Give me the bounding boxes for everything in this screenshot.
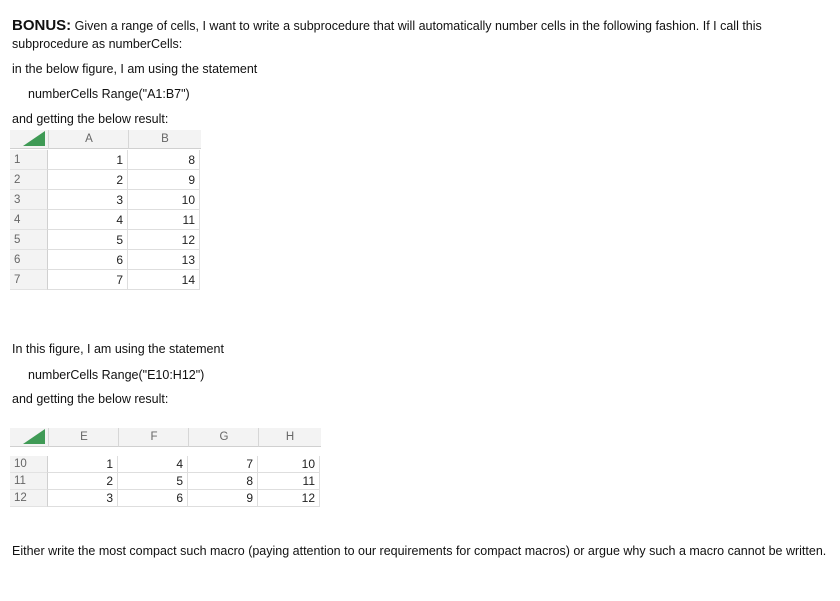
column-header-g[interactable]: G — [188, 428, 259, 447]
spreadsheet-example-1 — [10, 130, 200, 288]
cell-a4[interactable]: 4 — [48, 210, 128, 230]
cell-e12[interactable]: 3 — [48, 490, 118, 507]
column-header-f[interactable]: F — [118, 428, 189, 447]
example1-lead: in the below figure, I am using the statement — [12, 62, 258, 76]
row-header-3[interactable]: 3 — [10, 190, 48, 210]
select-all-corner — [10, 428, 49, 447]
row-header-5[interactable]: 5 — [10, 230, 48, 250]
row-header-10[interactable]: 10 — [10, 456, 48, 473]
closing-text: Either write the most compact such macro (paying attention to our requirements for compact macros) or argue why such a macro cannot be written. — [12, 544, 827, 558]
cell-f10[interactable]: 4 — [118, 456, 188, 473]
cell-a7[interactable]: 7 — [48, 270, 128, 290]
row-header-11[interactable]: 11 — [10, 473, 48, 490]
example2-result-label: and getting the below result: — [12, 392, 169, 406]
example2-lead: In this figure, I am using the statement — [12, 342, 224, 356]
cell-f11[interactable]: 5 — [118, 473, 188, 490]
cell-b2[interactable]: 9 — [128, 170, 200, 190]
cell-e10[interactable]: 1 — [48, 456, 118, 473]
cell-h10[interactable]: 10 — [258, 456, 320, 473]
cell-a6[interactable]: 6 — [48, 250, 128, 270]
cell-b1[interactable]: 8 — [128, 150, 200, 170]
example1-result-label: and getting the below result: — [12, 112, 169, 126]
row-header-7[interactable]: 7 — [10, 270, 48, 290]
column-header-a[interactable]: A — [48, 130, 129, 149]
column-header-e[interactable]: E — [48, 428, 119, 447]
spreadsheet-example-2 — [10, 428, 322, 510]
cell-b7[interactable]: 14 — [128, 270, 200, 290]
select-all-triangle-icon — [23, 429, 45, 444]
row-header-1[interactable]: 1 — [10, 150, 48, 170]
row-header-12[interactable]: 12 — [10, 490, 48, 507]
cell-b6[interactable]: 13 — [128, 250, 200, 270]
example2-statement: numberCells Range("E10:H12") — [28, 368, 205, 382]
cell-h12[interactable]: 12 — [258, 490, 320, 507]
cell-b5[interactable]: 12 — [128, 230, 200, 250]
example1-statement: numberCells Range("A1:B7") — [28, 87, 190, 101]
column-header-b[interactable]: B — [128, 130, 201, 149]
cell-h11[interactable]: 11 — [258, 473, 320, 490]
column-header-h[interactable]: H — [258, 428, 321, 447]
cell-g10[interactable]: 7 — [188, 456, 258, 473]
intro-line-1 — [12, 18, 762, 34]
cell-e11[interactable]: 2 — [48, 473, 118, 490]
cell-a1[interactable]: 1 — [48, 150, 128, 170]
intro-line-2: subprocedure as numberCells: — [12, 37, 183, 51]
cell-f12[interactable]: 6 — [118, 490, 188, 507]
cell-a5[interactable]: 5 — [48, 230, 128, 250]
cell-a2[interactable]: 2 — [48, 170, 128, 190]
intro-text: Given a range of cells, I want to write a subprocedure that will automatically number cells in the following fashion. If I call this — [71, 19, 762, 33]
cell-b3[interactable]: 10 — [128, 190, 200, 210]
cell-a3[interactable]: 3 — [48, 190, 128, 210]
select-all-corner — [10, 130, 49, 149]
row-header-2[interactable]: 2 — [10, 170, 48, 190]
row-header-4[interactable]: 4 — [10, 210, 48, 230]
bonus-label: BONUS: — [12, 17, 72, 34]
select-all-triangle-icon — [23, 131, 45, 146]
cell-g11[interactable]: 8 — [188, 473, 258, 490]
cell-b4[interactable]: 11 — [128, 210, 200, 230]
row-header-6[interactable]: 6 — [10, 250, 48, 270]
cell-g12[interactable]: 9 — [188, 490, 258, 507]
